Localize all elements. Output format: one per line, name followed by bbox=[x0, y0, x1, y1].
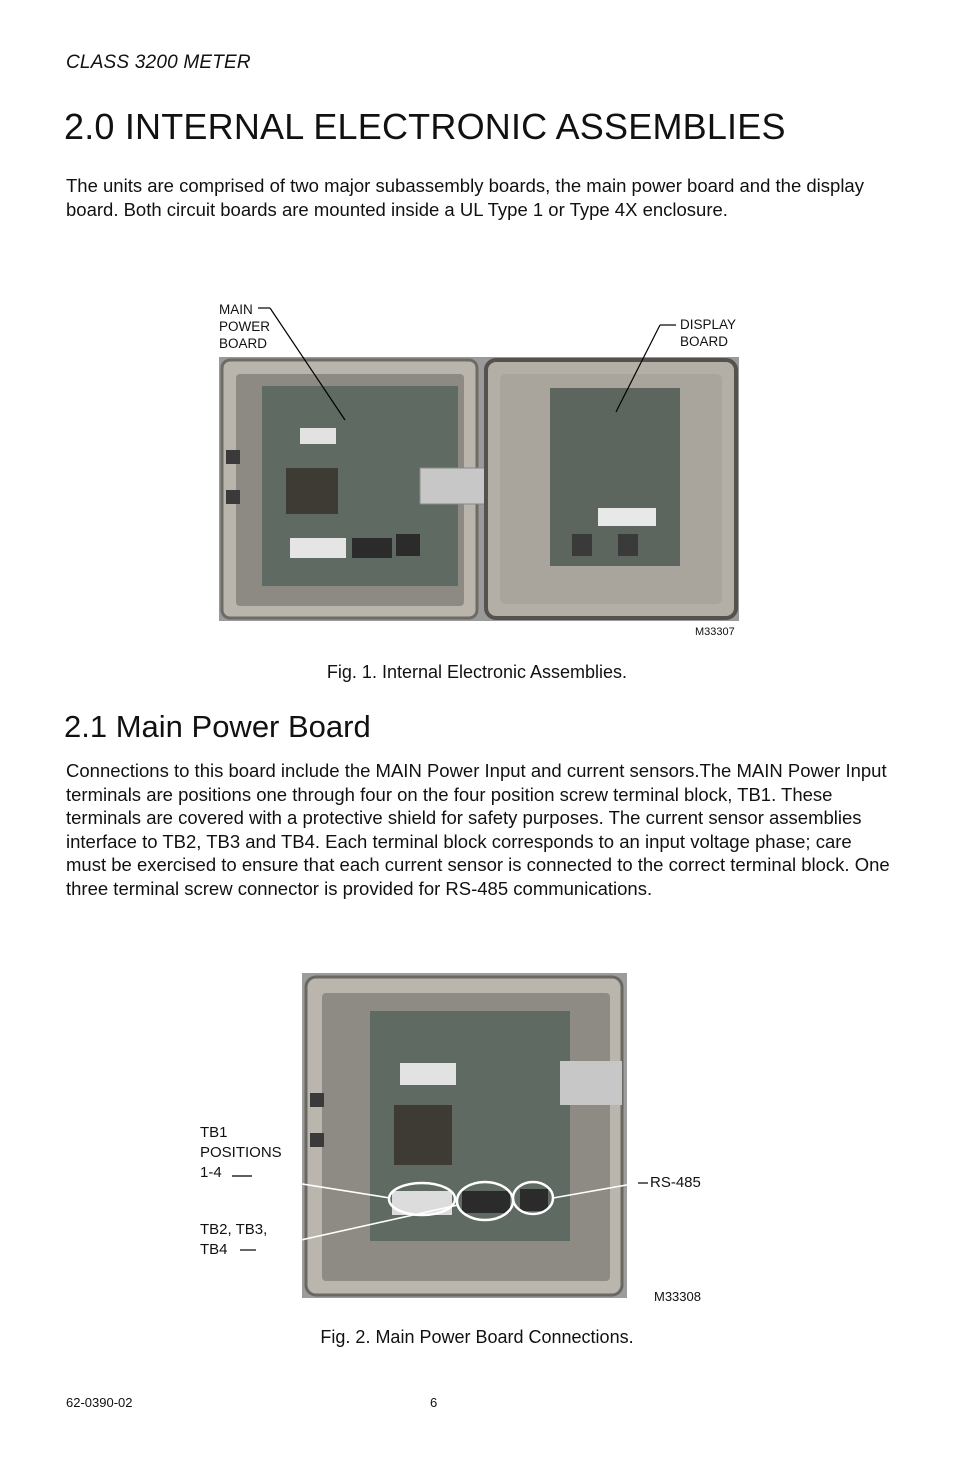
page-number: 6 bbox=[430, 1395, 438, 1410]
section-2-1-paragraph: Connections to this board include the MAIN Power Input and current sensors.The MAIN Power Input terminals are positions one through four on the four position screw terminal block, TB1. These terminals are covered with a protective shield for safety purposes. The current sensor assemblies interface to TB2, TB3 and TB4. Each terminal block corresponds to an input voltage phase; care must be exercised to ensure that each current sensor is connected to the correct terminal block. One three terminal screw connector is provided for RS-485 communications. bbox=[66, 760, 890, 899]
right-enclosure bbox=[486, 360, 736, 618]
running-header: CLASS 3200 METER bbox=[66, 52, 251, 73]
section-2-0-paragraph: The units are comprised of two major subassembly boards, the main power board and the display board. Both circuit boards are mounted inside a UL Type 1 or Type 4X enclosure. bbox=[66, 175, 864, 220]
figure-1-photo bbox=[0, 290, 954, 650]
figure-2-caption: Fig. 2. Main Power Board Connections. bbox=[320, 1327, 634, 1347]
section-heading-2-1: 2.1 Main Power Board bbox=[64, 709, 371, 744]
document-number: 62-0390-02 bbox=[66, 1395, 133, 1410]
figure-2-code: M33308 bbox=[654, 1289, 701, 1304]
section-heading-2-0: 2.0 INTERNAL ELECTRONIC ASSEMBLIES bbox=[64, 106, 786, 147]
label-display-board: DISPLAY BOARD bbox=[680, 317, 737, 349]
figure-1-caption: Fig. 1. Internal Electronic Assemblies. bbox=[326, 662, 628, 682]
display-board bbox=[550, 388, 680, 566]
label-main-power-board: MAIN POWER BOARD bbox=[219, 302, 271, 351]
label-rs485: RS-485 bbox=[650, 1174, 701, 1191]
figure-2-photo bbox=[0, 965, 954, 1310]
enclosure-closeup bbox=[306, 977, 622, 1295]
figure-1-code: M33307 bbox=[695, 626, 735, 638]
label-tb1-positions: TB1 POSITIONS 1-4 bbox=[200, 1124, 282, 1181]
label-tb2-tb3-tb4: TB2, TB3, TB4 bbox=[200, 1221, 268, 1258]
